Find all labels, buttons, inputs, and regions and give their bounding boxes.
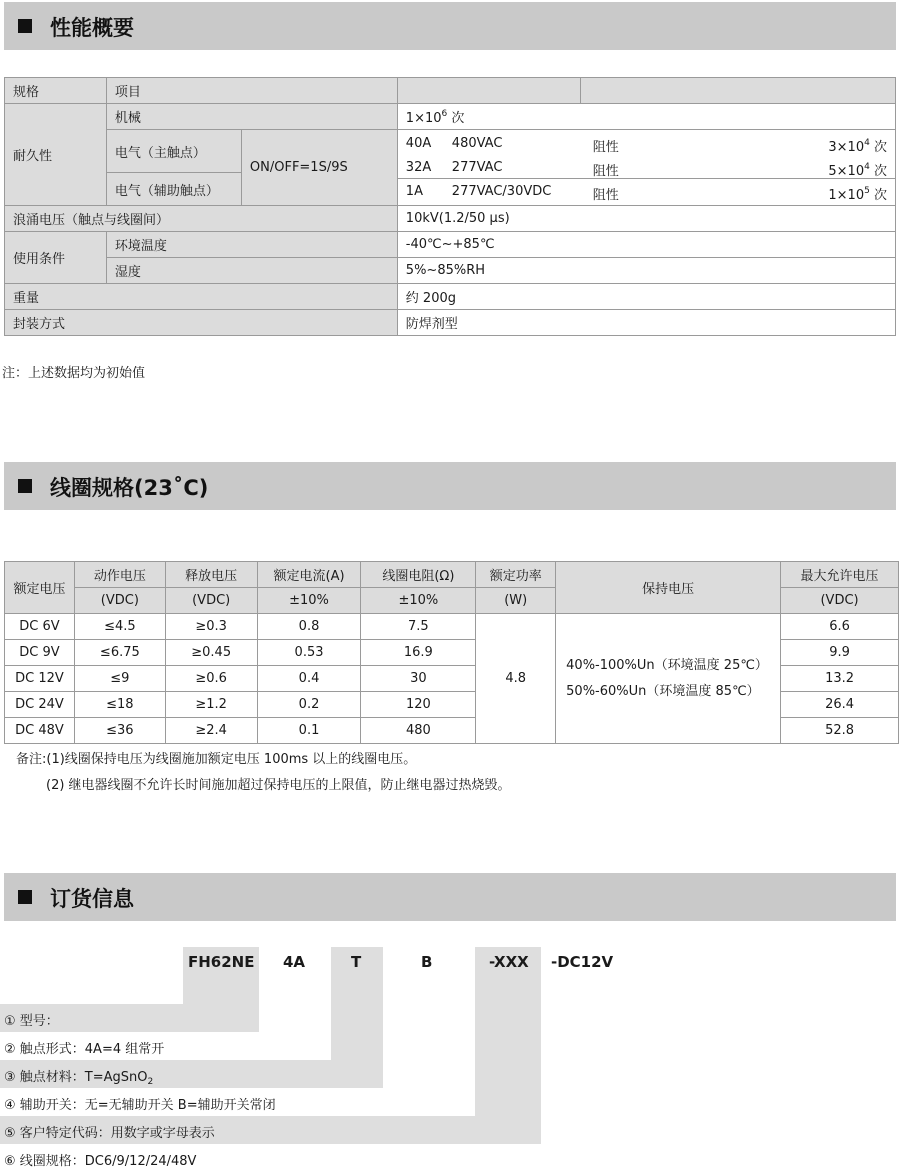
- coil-resistance: 120: [361, 692, 476, 718]
- release-voltage: ≥2.4: [165, 718, 257, 744]
- col-resistance: 线圈电阻(Ω): [361, 562, 476, 588]
- col-hold: 保持电压: [556, 562, 781, 614]
- temp-value: -40℃~+85℃: [397, 232, 895, 258]
- order-item-4: ④ 辅助开关：无=无辅助开关 B=辅助开关常闭: [4, 1098, 276, 1113]
- max-voltage: 26.4: [781, 692, 899, 718]
- col-resistance-unit: ±10%: [361, 588, 476, 614]
- mechanical-value: $1\times 10^6$ 次: [397, 104, 895, 130]
- col-max-unit: (VDC): [781, 588, 899, 614]
- humidity-value: 5%~85%RH: [397, 258, 895, 284]
- performance-note: 注：上述数据均为初始值: [2, 366, 146, 381]
- max-voltage: 6.6: [781, 614, 899, 640]
- col-max: 最大允许电压: [781, 562, 899, 588]
- col-power-unit: (W): [476, 588, 556, 614]
- pickup-voltage: ≤18: [74, 692, 165, 718]
- coil-note-2: (2) 继电器线圈不允许长时间施加超过保持电压的上限值，防止继电器过热烧毁。: [46, 778, 511, 793]
- section-title: 性能概要: [50, 16, 134, 40]
- coil-resistance: 16.9: [361, 640, 476, 666]
- coil-resistance: 480: [361, 718, 476, 744]
- humidity-label: 湿度: [106, 258, 397, 284]
- coil-note-1: 备注:(1)线圈保持电压为线圈施加额定电压 100ms 以上的线圈电压。: [16, 752, 417, 767]
- col-release: 释放电压: [165, 562, 257, 588]
- temp-label: 环境温度: [106, 232, 397, 258]
- header-spec: 规格: [5, 78, 107, 104]
- weight-label: 重量: [5, 284, 398, 310]
- code-material: T: [351, 953, 362, 971]
- col-pickup-unit: (VDC): [74, 588, 165, 614]
- order-item-1: ① 型号：: [4, 1014, 59, 1029]
- section-title: 订货信息: [50, 887, 134, 911]
- order-item-6: ⑥ 线圈规格：DC6/9/12/24/48V: [4, 1154, 197, 1169]
- max-voltage: 13.2: [781, 666, 899, 692]
- code-bar-customer: [475, 947, 541, 1144]
- surge-value: 10kV(1.2/50 μs): [397, 206, 895, 232]
- code-customer: -XXX: [489, 953, 529, 971]
- package-label: 封装方式: [5, 310, 398, 336]
- coil-resistance: 7.5: [361, 614, 476, 640]
- rated-current: 0.4: [257, 666, 361, 692]
- elec-aux-values: 1A 277VAC/30VDC 阻性 $1\times 10^5$ 次: [397, 179, 895, 206]
- square-bullet-icon: [18, 19, 32, 33]
- section-header-ordering: [4, 873, 896, 921]
- col-release-unit: (VDC): [165, 588, 257, 614]
- rated-voltage: DC 6V: [5, 614, 75, 640]
- rated-current: 0.53: [257, 640, 361, 666]
- square-bullet-icon: [18, 890, 32, 904]
- section-header-performance: [4, 2, 896, 50]
- release-voltage: ≥0.45: [165, 640, 257, 666]
- coil-resistance: 30: [361, 666, 476, 692]
- table-row: [5, 614, 899, 640]
- code-model: FH62NE: [188, 953, 255, 971]
- rated-current: 0.8: [257, 614, 361, 640]
- rated-voltage: DC 9V: [5, 640, 75, 666]
- elec-main-label: 电气（主触点）: [106, 130, 241, 173]
- release-voltage: ≥0.6: [165, 666, 257, 692]
- hold-voltage: 40%-100%Un（环境温度 25℃） 50%-60%Un（环境温度 85℃）: [556, 614, 781, 744]
- weight-value: 约 200g: [397, 284, 895, 310]
- col-current-unit: ±10%: [257, 588, 361, 614]
- pickup-voltage: ≤6.75: [74, 640, 165, 666]
- rated-current: 0.1: [257, 718, 361, 744]
- elec-aux-label: 电气（辅助触点）: [106, 173, 241, 206]
- max-voltage: 9.9: [781, 640, 899, 666]
- rated-voltage: DC 12V: [5, 666, 75, 692]
- rated-current: 0.2: [257, 692, 361, 718]
- code-aux: B: [421, 953, 433, 971]
- order-item-5: ⑤ 客户特定代码：用数字或字母表示: [4, 1126, 215, 1141]
- durability-label: 耐久性: [5, 104, 107, 206]
- release-voltage: ≥0.3: [165, 614, 257, 640]
- conditions-label: 使用条件: [5, 232, 107, 284]
- col-power: 额定功率: [476, 562, 556, 588]
- col-pickup: 动作电压: [74, 562, 165, 588]
- rated-voltage: DC 48V: [5, 718, 75, 744]
- onoff-label: ON/OFF=1S/9S: [241, 130, 397, 206]
- package-value: 防焊剂型: [397, 310, 895, 336]
- coil-table: [4, 561, 899, 744]
- col-rated-voltage: 额定电压: [5, 562, 75, 614]
- pickup-voltage: ≤4.5: [74, 614, 165, 640]
- section-title: 线圈规格(23˚C): [50, 476, 209, 500]
- header-blank-2: [580, 78, 896, 104]
- elec-main-values: 40A 480VAC 阻性 $3\times 10^4$ 次 32A 277VAC 阻性 $5\times 10^4$ 次: [397, 130, 895, 179]
- col-current: 额定电流(A): [257, 562, 361, 588]
- code-contact: 4A: [283, 953, 306, 971]
- performance-table: [4, 77, 896, 336]
- surge-label: 浪涌电压（触点与线圈间）: [5, 206, 398, 232]
- mechanical-label: 机械: [106, 104, 397, 130]
- pickup-voltage: ≤36: [74, 718, 165, 744]
- max-voltage: 52.8: [781, 718, 899, 744]
- order-item-2: ② 触点形式：4A=4 组常开: [4, 1042, 165, 1057]
- rated-voltage: DC 24V: [5, 692, 75, 718]
- rated-power: 4.8: [476, 614, 556, 744]
- section-header-coil: [4, 462, 896, 510]
- pickup-voltage: ≤9: [74, 666, 165, 692]
- release-voltage: ≥1.2: [165, 692, 257, 718]
- header-item: 项目: [106, 78, 397, 104]
- code-coil: -DC12V: [551, 953, 614, 971]
- header-blank-1: [397, 78, 580, 104]
- order-item-3: ③ 触点材料：T=AgSnO$_2$: [4, 1070, 154, 1087]
- square-bullet-icon: [18, 479, 32, 493]
